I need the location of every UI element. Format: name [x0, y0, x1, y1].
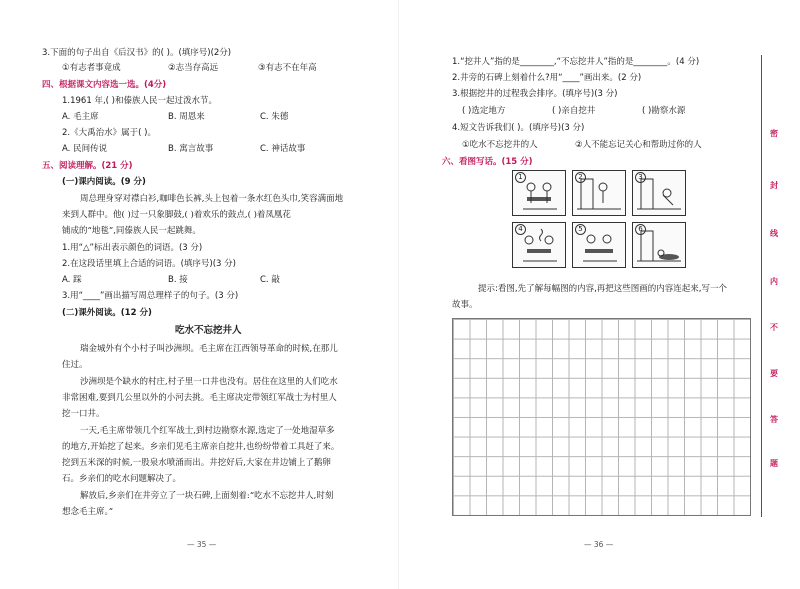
subsection-2-heading: (二)课外阅读。(12 分) [62, 308, 152, 318]
passage-1-line: 铺成的“地毯”,同傣族人民一起跳舞。 [62, 226, 201, 236]
section-4-heading: 四、根据课文内容选一选。(4分) [42, 80, 167, 90]
order-option: ( )亲自挖井 [552, 106, 596, 116]
seal-char: 不 [770, 323, 778, 332]
seal-char: 答 [770, 415, 778, 424]
seal-char: 线 [770, 229, 778, 238]
comic-panel-5 [572, 222, 626, 268]
question-2: 2.井旁的石碑上刻着什么?用“____”画出来。(2 分) [452, 73, 642, 83]
question-4-2: 2.《大禹治水》属于( )。 [62, 128, 156, 138]
comic-panel-6 [632, 222, 686, 268]
option-c: C. 神话故事 [260, 144, 306, 154]
passage-2-line: 瑞金城外有个小村子叫沙洲坝。毛主席在江西领导革命的时候,在那儿 [80, 344, 338, 354]
writing-prompt-line: 故事。 [452, 300, 478, 310]
option-a: A. 毛主席 [62, 112, 99, 122]
comic-panel-4 [512, 222, 566, 268]
option-a: A. 踩 [62, 275, 82, 285]
question-3: 3.下面的句子出自《后汉书》的( )。(填序号)(2分) [42, 48, 232, 58]
reading-question-2: 2.在这段话里填上合适的词语。(填序号)(3 分) [62, 259, 236, 269]
passage-1-line: 周总理身穿对襟白衫,咖啡色长裤,头上包着一条水红色头巾,笑容满面地 [80, 194, 344, 204]
option-c: C. 朱德 [260, 112, 289, 122]
page-number: — 35 — [187, 540, 217, 549]
option-b: B. 接 [168, 275, 188, 285]
reading-question-1: 1.用“△”标出表示颜色的词语。(3 分) [62, 243, 203, 253]
subsection-1-heading: (一)课内阅读。(9 分) [62, 177, 146, 187]
comic-panel-1 [512, 170, 566, 216]
seal-char: 要 [770, 369, 778, 378]
option-1: ①有志者事竟成 [62, 63, 121, 73]
option-c: C. 敲 [260, 275, 280, 285]
order-option: ( )勘察水源 [642, 106, 686, 116]
passage-2-line: 一天,毛主席带领几个红军战士,到村边勘察水源,选定了一处地湿草多 [80, 426, 335, 436]
comic-panel-2 [572, 170, 626, 216]
passage-2-line: 挖一口井。 [62, 409, 105, 419]
passage-2-line: 的地方,开始挖了起来。乡亲们见毛主席亲自挖井,也纷纷带着工具赶了来。 [62, 442, 340, 452]
panel-number: 1 [515, 172, 526, 183]
option-3: ③有志不在年高 [258, 63, 317, 73]
passage-2-line: 非常困难,要到几公里以外的小河去挑。毛主席决定带领红军战士为村里人 [62, 393, 337, 403]
question-4-1: 1.1961 年,( )和傣族人民一起过泼水节。 [62, 96, 217, 106]
seal-char: 密 [770, 129, 778, 138]
option-a: A. 民间传说 [62, 144, 108, 154]
writing-grid[interactable] [452, 318, 751, 516]
option-2: ②人不能忘记关心和帮助过你的人 [575, 140, 702, 150]
option-b: B. 寓言故事 [168, 144, 214, 154]
passage-2-line: 挖到五米深的时候,一股泉水喷涌而出。井挖好后,大家在井边铺上了鹅卵 [62, 458, 331, 468]
passage-2-title: 吃水不忘挖井人 [175, 325, 242, 336]
option-b: B. 周恩来 [168, 112, 205, 122]
seal-char: 封 [770, 181, 778, 190]
section-6-heading: 六、看图写话。(15 分) [442, 157, 533, 167]
writing-prompt-line: 提示:看图,先了解每幅图的内容,再把这些图画的内容连起来,写一个 [478, 284, 727, 294]
passage-2-line: 想念毛主席。” [62, 507, 114, 517]
panel-number: 5 [575, 224, 586, 235]
passage-2-line: 住过。 [62, 360, 88, 370]
seal-char: 内 [770, 277, 778, 286]
question-1: 1.“挖井人”指的是________,“不忘挖井人”指的是________。(4 分) [452, 57, 700, 67]
passage-2-line: 沙洲坝是个缺水的村庄,村子里一口井也没有。居住在这里的人们吃水 [80, 377, 338, 387]
passage-2-line: 解放后,乡亲们在井旁立了一块石碑,上面刻着:“吃水不忘挖井人,时刻 [80, 491, 334, 501]
passage-2-line: 石。乡亲们的吃水问题解决了。 [62, 474, 182, 484]
option-1: ①吃水不忘挖井的人 [462, 140, 538, 150]
comic-panel-3 [632, 170, 686, 216]
section-5-heading: 五、阅读理解。(21 分) [42, 161, 133, 171]
panel-number: 2 [575, 172, 586, 183]
panel-number: 6 [635, 224, 646, 235]
page-number: — 36 — [584, 540, 614, 549]
panel-number: 3 [635, 172, 646, 183]
option-2: ②志当存高远 [168, 63, 219, 73]
reading-question-3: 3.用“____”画出描写周总理样子的句子。(3 分) [62, 291, 239, 301]
question-4: 4.短文告诉我们( )。(填序号)(3 分) [452, 123, 585, 133]
panel-number: 4 [515, 224, 526, 235]
passage-1-line: 来到人群中。他( )过一只象脚鼓,( )着欢乐的鼓点,( )着凤凰花 [62, 210, 291, 220]
question-3: 3.根据挖井的过程我会排序。(填序号)(3 分) [452, 89, 618, 99]
seal-char: 题 [770, 459, 778, 468]
order-option: ( )选定地方 [462, 106, 506, 116]
